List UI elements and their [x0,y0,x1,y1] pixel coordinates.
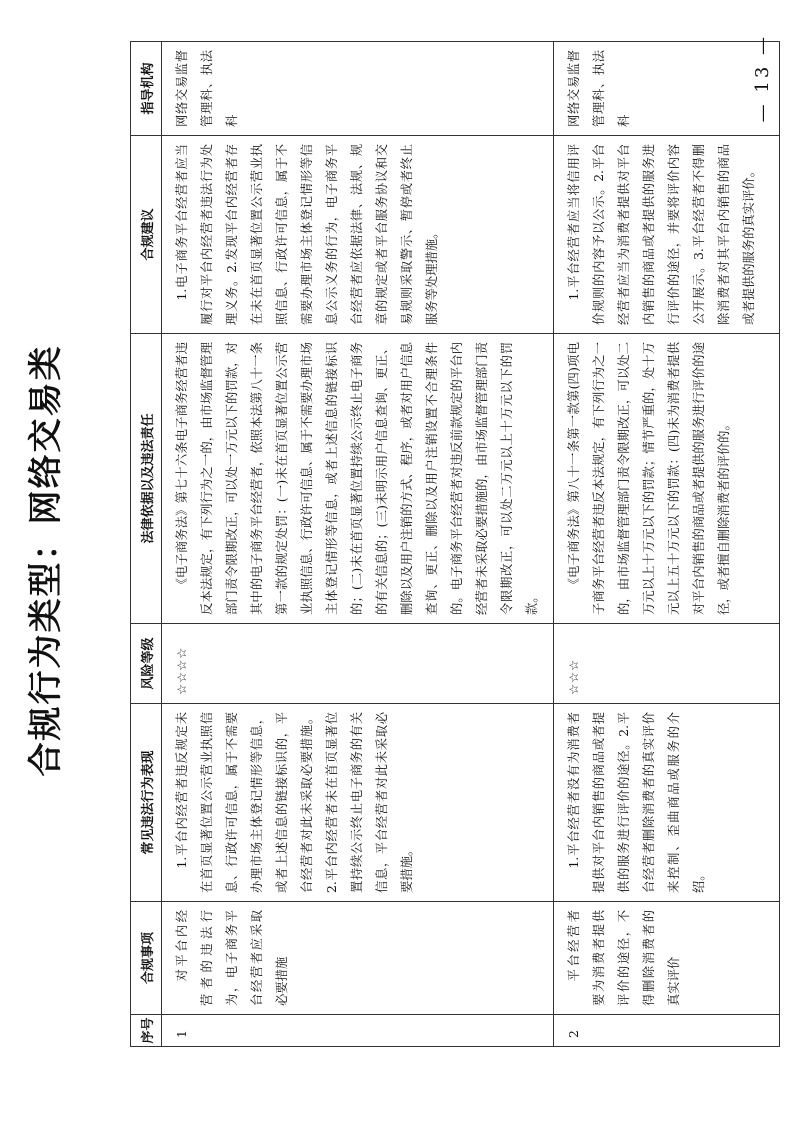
compliance-table [130,41,780,1047]
header-behaviors: 常见违法行为表现 [131,704,162,902]
table-header-row [131,42,162,1047]
violation-behaviors-text: 1.平台经营者没有为消费者提供对平台内销售的商品或者提供的服务进行评价的途径。2.平台经营者删除消费者的真实评价来控制、歪曲商品或服务的介绍。 [567,712,706,893]
compliance-advice [162,136,554,334]
row-number: 2 [554,1015,780,1047]
guidance-agency: 网络交易监督管理科、执法科 [554,42,780,136]
header-agency: 指导机构 [131,42,162,136]
guidance-agency: 网络交易监督管理科、执法科 [162,42,554,136]
table-row [554,42,780,1047]
risk-level: ☆☆☆☆ [162,624,554,704]
page-title: 合规行为类型：网络交易类 [26,344,66,777]
compliance-advice-text: 1.平台经营者应当将信用评价规则的内容予以公示。2.平台经营者应当为消费者提供对平台内销售的商品或者提供的服务进行评价的途径，并要将评价内容公开展示。3.平台经营者不得删除消费者对其平台内销售的商品或者提供的服务的真实评价。 [567,144,756,325]
header-law: 法律依据以及违法责任 [131,334,162,624]
legal-basis [554,334,780,624]
legal-basis-text: 《电子商务法》第七十六条电子商务经营者违反本法规定，有下列行为之一的，由市场监督管理部门责令限期改正，可以处一万元以下的罚款，对其中的电子商务平台经营者，依照本法第八十一条第一款的规定处罚：(一)未在首页显著位置公示营业执照信息、行政许可信息、属于不需要办理市场主体登记情形等信息，或者上述信息的链接标识的；(二)未在首页显著位置持续公示终止电子商务的有关信息的；(三)未明示用户信息查询、更正、删除以及用户注销的方式、程序，或者对用户信息查询、更正、删除以及用户注销设置不合理条件的。电子商务平台经营者对违反前款规定的平台内经营者未采取必要措施的，由市场监督管理部门责令限期改正，可以处二万元以上十万元以下的罚款。 [175,342,539,615]
compliance-item-text: 平台经营者要为消费者提供评价的途径，不得删除消费者的真实评价 [567,910,681,1006]
compliance-item-text: 对平台内经营者的违法行为，电子商务平台经营者应采取必要措施 [175,910,289,1006]
compliance-item [554,902,780,1015]
header-item: 合规事项 [131,902,162,1015]
table-row [162,42,554,1047]
risk-level: ☆☆☆ [554,624,780,704]
violation-behaviors [554,704,780,902]
header-risk: 风险等级 [131,624,162,704]
compliance-advice-text: 1.电子商务平台经营者应当履行对平台内经营者违法行为处理义务。2.发现平台内经营者存在未在首页显著位置公示营业执照信息、行政许可信息，属于不需要办理市场主体登记情形等信息公示义务的行为，电子商务平台经营者应依据法律、法规、规章的规定或者平台服务协议和交易规则采取警示、暂停或者终止服务等处理措施。 [175,144,439,325]
violation-behaviors [162,704,554,902]
violation-behaviors-text: 1.平台内经营者违反规定未在首页显著位置公示营业执照信息、行政许可信息，属于不需要办理市场主体登记情形等信息，或者上述信息的链接标识的，平台经营者对此未采取必要措施。2.平台内经营者未在首页显著位置持续公示终止电子商务的有关信息，平台经营者对此未采取必要措施。 [175,712,414,893]
legal-basis-text: 《电子商务法》第八十一条第一款第(四)项电子商务平台经营者违反本法规定，有下列行为之一的，由市场监督管理部门责令限期改正，可以处二万元以上十万元以下的罚款；情节严重的，处十万元以上五十万元以下的罚款：(四)未为消费者提供对平台内销售的商品或者提供的服务进行评价的途径，或者擅自删除消费者的评价的。 [567,342,731,615]
compliance-item [162,902,554,1015]
row-number: 1 [162,1015,554,1047]
compliance-advice [554,136,780,334]
legal-basis [162,334,554,624]
header-advice: 合规建议 [131,136,162,334]
page-number: — 13 — [752,34,773,123]
header-num: 序号 [131,1015,162,1047]
